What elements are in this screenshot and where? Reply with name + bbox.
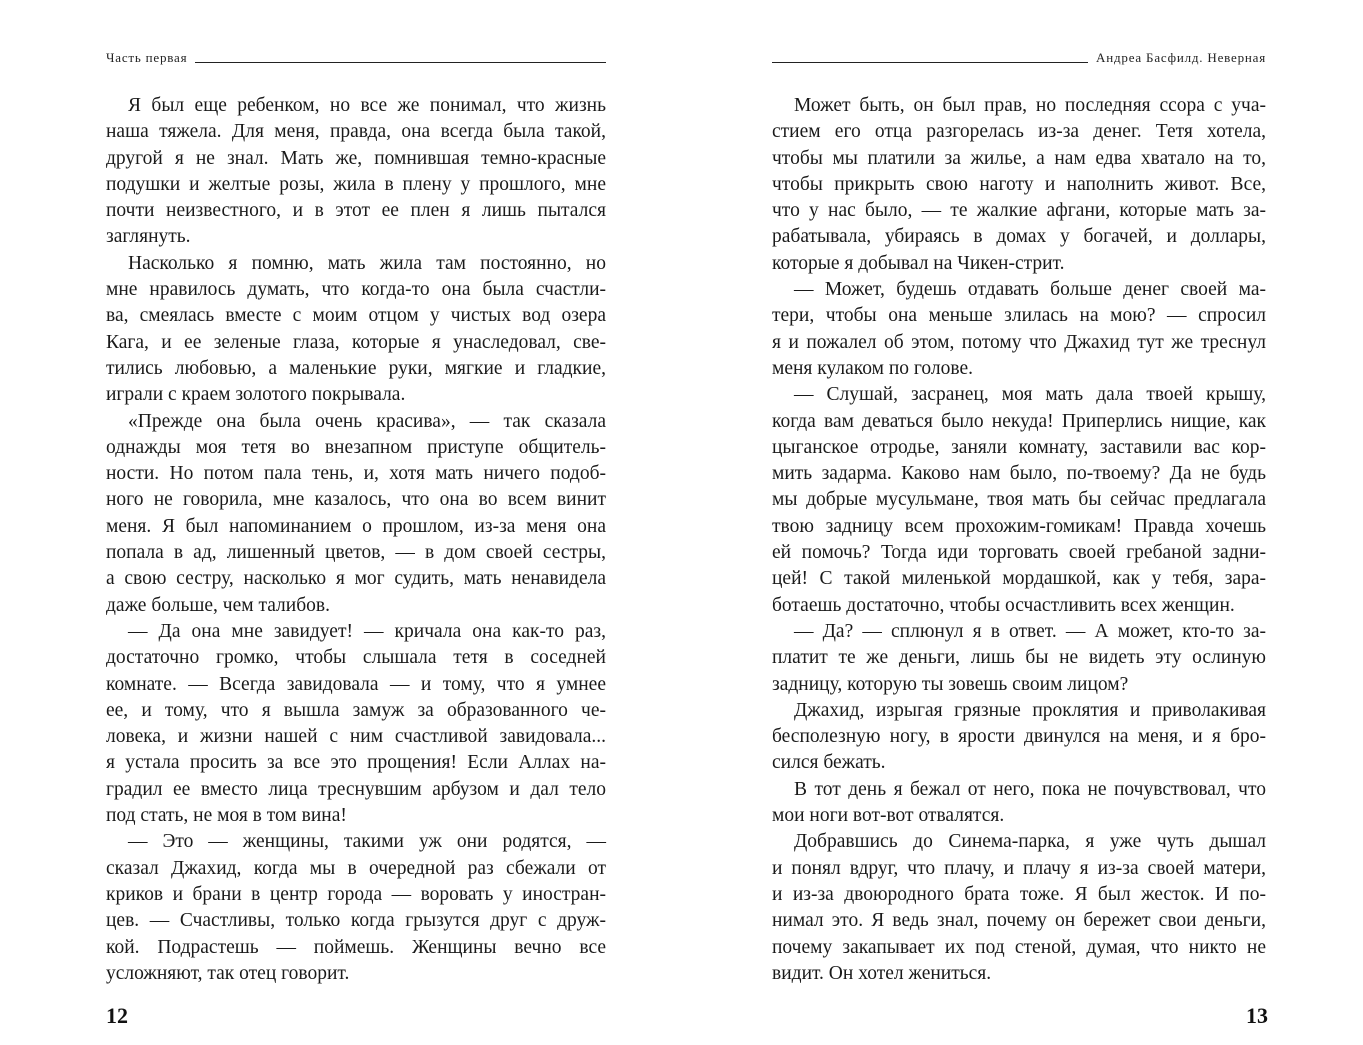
text-line: ботаешь достаточно, чтобы осчастливить всех женщин. xyxy=(772,594,1235,616)
text-line: что у нас было, — те жалкие афгани, которые мать за- xyxy=(772,200,1266,222)
running-head xyxy=(772,50,1266,66)
text-line: другой я не знал. Мать же, помнившая темно-красные xyxy=(106,147,606,169)
text-line: В тот день я бежал от него, пока не почувствовал, что xyxy=(794,778,1266,800)
text-line: цей! С такой миленькой мордашкой, как у тебя, зара- xyxy=(772,568,1266,590)
text-line: мы добрые мусульмане, твоя мать бы сейчас предлагала xyxy=(772,489,1266,511)
text-line: сказал Джахид, когда мы в очередной раз сбежали от xyxy=(106,857,606,879)
text-line: Насколько я помню, мать жила там постоянно, но xyxy=(128,252,606,274)
paragraph xyxy=(772,698,1266,777)
text-line: нимал это. Я ведь знал, почему он бережет свои деньги, xyxy=(772,910,1266,932)
paragraph xyxy=(772,777,1266,830)
running-head-text: Андреа Басфилд. Неверная xyxy=(1096,50,1266,65)
text-line: кой. Подрастешь — поймешь. Женщины вечно все xyxy=(106,936,606,958)
text-line: Добравшись до Синема-парка, я уже чуть дышал xyxy=(794,831,1266,853)
text-line: чтобы мы платили за жилье, а нам едва хватало на то, xyxy=(772,147,1266,169)
text-line: задницу, которую ты зовешь своим лицом? xyxy=(772,673,1129,695)
text-line: рабатывала, убираясь в домах у богачей, и доллары, xyxy=(772,226,1266,248)
body-text xyxy=(772,93,1266,987)
text-line: стием его отца разгорелась из-за денег. Тетя хотела, xyxy=(772,121,1266,143)
text-line: Кага, и ее зеленые глаза, которые я унаследовал, све- xyxy=(106,331,606,353)
header-rule xyxy=(195,62,606,63)
paragraph xyxy=(772,93,1266,277)
running-head-text: Часть первая xyxy=(106,50,188,65)
text-line: играли с краем золотого покрывала. xyxy=(106,384,406,406)
text-line: цев. — Счастливы, только когда грызутся друг с друж- xyxy=(106,910,606,932)
paragraph xyxy=(106,829,606,987)
right-page xyxy=(681,0,1363,1045)
text-line: комнате. — Всегда завидовала — и тому, что я умнее xyxy=(106,673,606,695)
text-line: криков и брани в центр города — воровать у иностран- xyxy=(106,883,606,905)
paragraph xyxy=(106,619,606,829)
text-line: ей помочь? Тогда иди торговать своей гребаной задни- xyxy=(772,542,1266,564)
text-line: заглянуть. xyxy=(106,226,191,248)
text-line: под стать, не моя в том вина! xyxy=(106,805,347,827)
text-line: усложняют, так отец говорит. xyxy=(106,962,350,984)
body-text xyxy=(106,93,606,987)
paragraph xyxy=(772,382,1266,619)
text-line: Джахид, изрыгая грязные проклятия и приволакивая xyxy=(794,699,1266,721)
text-line: градил ее вместо лица треснувшим арбузом и дал тело xyxy=(106,778,606,800)
text-line: мить задарма. Каково нам было, по-твоему? Да не будь xyxy=(772,463,1266,485)
text-line: — Может, будешь отдавать больше денег своей ма- xyxy=(794,279,1266,301)
left-page xyxy=(0,0,681,1045)
text-line: ного не говорила, мне казалось, что она во всем винит xyxy=(106,489,606,511)
paragraph xyxy=(106,251,606,409)
text-line: цыганское отродье, заняли комнату, заставили вас кор- xyxy=(772,436,1266,458)
text-line: тились любовью, а маленькие руки, мягкие и гладкие, xyxy=(106,357,606,379)
paragraph xyxy=(772,829,1266,987)
text-line: почти неизвестного, и в этот ее плен я лишь пытался xyxy=(106,200,606,222)
paragraph xyxy=(106,409,606,619)
text-line: наша тяжела. Для меня, правда, она всегда была такой, xyxy=(106,121,606,143)
text-line: даже больше, чем талибов. xyxy=(106,594,330,616)
text-line: «Прежде она была очень красива», — так сказала xyxy=(128,410,606,432)
text-line: я устала просить за все это прощения! Если Аллах на- xyxy=(106,752,606,774)
page-number: 13 xyxy=(1246,1003,1268,1028)
text-line: сился бежать. xyxy=(772,752,886,774)
text-line: меня. Я был напоминанием о прошлом, из-за меня она xyxy=(106,515,606,537)
text-line: и понял вдруг, что плачу, и плачу я из-за своей матери, xyxy=(772,857,1266,879)
text-line: — Это — женщины, такими уж они родятся, — xyxy=(128,831,606,853)
text-line: платит те же деньги, лишь бы не видеть эту ослиную xyxy=(772,647,1266,669)
text-line: видит. Он хотел жениться. xyxy=(772,962,992,984)
text-line: почему закапывает их под стеной, думая, что никто не xyxy=(772,936,1266,958)
paragraph xyxy=(106,93,606,251)
text-line: а свою сестру, насколько я мог судить, мать ненавидела xyxy=(106,568,606,590)
header-rule xyxy=(772,62,1088,63)
text-line: ва, смеялась вместе с моим отцом у чистых вод озера xyxy=(106,305,606,327)
text-line: чтобы прикрыть свою наготу и наполнить живот. Все, xyxy=(772,173,1266,195)
text-line: и из-за двоюродного брата тоже. Я был жесток. И по- xyxy=(772,883,1266,905)
text-line: тери, чтобы она меньше злилась на мою? — спросил xyxy=(772,305,1266,327)
text-line: меня кулаком по голове. xyxy=(772,357,973,379)
text-line: ности. Но потом пала тень, и, хотя мать ничего подоб- xyxy=(106,463,606,485)
text-line: — Слушай, засранец, моя мать дала твоей крышу, xyxy=(794,384,1266,406)
text-line: бесполезную ногу, в ярости двинулся на меня, и я бро- xyxy=(772,726,1266,748)
text-line: — Да она мне завидует! — кричала она как-то раз, xyxy=(128,620,606,642)
paragraph xyxy=(772,277,1266,382)
text-line: подушки и желтые розы, жила в плену у прошлого, мне xyxy=(106,173,606,195)
paragraph xyxy=(772,619,1266,698)
text-line: твою задницу всем прохожим-гомикам! Правда хочешь xyxy=(772,515,1266,537)
page-number: 12 xyxy=(106,1003,128,1028)
text-line: Я был еще ребенком, но все же понимал, что жизнь xyxy=(128,95,606,116)
text-line: однажды моя тетя во внезапном приступе общитель- xyxy=(106,436,606,458)
text-line: — Да? — сплюнул я в ответ. — А может, кто-то за- xyxy=(794,620,1266,642)
text-line: попала в ад, лишенный цветов, — в дом своей сестры, xyxy=(106,542,606,564)
text-line: Может быть, он был прав, но последняя ссора с уча- xyxy=(794,95,1266,116)
running-head xyxy=(106,50,606,66)
text-line: достаточно громко, чтобы слышала тетя в соседней xyxy=(106,647,606,669)
text-line: мне нравилось думать, что когда-то она была счастли- xyxy=(106,279,606,301)
text-line: ее, и тому, что я вышла замуж за образованного че- xyxy=(106,699,606,721)
text-line: которые я добывал на Чикен-стрит. xyxy=(772,252,1065,274)
text-line: я и пожалел об этом, потому что Джахид тут же треснул xyxy=(772,331,1266,353)
text-line: мои ноги вот-вот отвалятся. xyxy=(772,805,1005,827)
text-line: когда вам деваться было некуда! Приперлись нищие, как xyxy=(772,410,1266,432)
text-line: ловека, и жизни нашей с ним счастливой завидовала... xyxy=(106,726,606,748)
